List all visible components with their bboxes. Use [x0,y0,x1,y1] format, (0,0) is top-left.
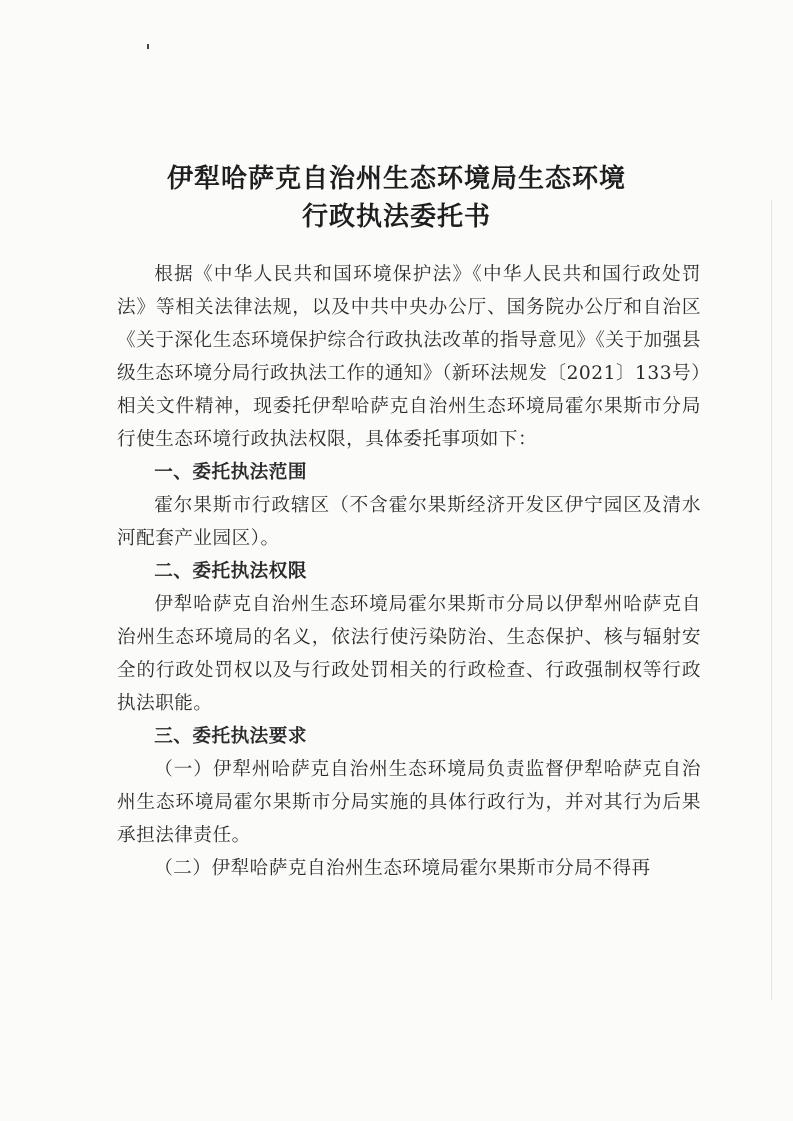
document-title-line-2: 行政执法委托书 [301,202,491,232]
intro-paragraph: 根据《中华人民共和国环境保护法》《中华人民共和国行政处罚法》等相关法律法规，以及中共中央办公厅、国务院办公厅和自治区《关于深化生态环境保护综合行政执法改革的指导意见》《关于加强县级生态环境分局行政执法工作的通知》（新环法规发〔2021〕133号）相关文件精神，现委托伊犁哈萨克自治州生态环境局霍尔果斯市分局行使生态环境行政执法权限，具体委托事项如下： [117,264,701,450]
scan-speck [147,44,149,49]
section-3-heading: 三、委托执法要求 [154,726,307,747]
section-3-item-2: （二）伊犁哈萨克自治州生态环境局霍尔果斯市分局不得再 [154,858,651,879]
section-2-paragraph: 伊犁哈萨克自治州生态环境局霍尔果斯市分局以伊犁州哈萨克自治州生态环境局的名义，依法行使污染防治、生态保护、核与辐射安全的行政处罚权以及与行政处罚相关的行政检查、行政强制权等行政执法职能。 [117,594,701,714]
scan-edge-line [771,200,772,1000]
document-title-line-1: 伊犁哈萨克自治州生态环境局生态环境 [166,164,626,194]
section-1-paragraph: 霍尔果斯市行政辖区（不含霍尔果斯经济开发区伊宁园区及清水河配套产业园区）。 [117,495,701,549]
document-body [117,258,701,885]
section-1-heading: 一、委托执法范围 [154,462,307,483]
section-3-item-1: （一）伊犁州哈萨克自治州生态环境局负责监督伊犁哈萨克自治州生态环境局霍尔果斯市分局实施的具体行政行为，并对其行为后果承担法律责任。 [117,759,701,846]
section-2-heading: 二、委托执法权限 [154,561,307,582]
